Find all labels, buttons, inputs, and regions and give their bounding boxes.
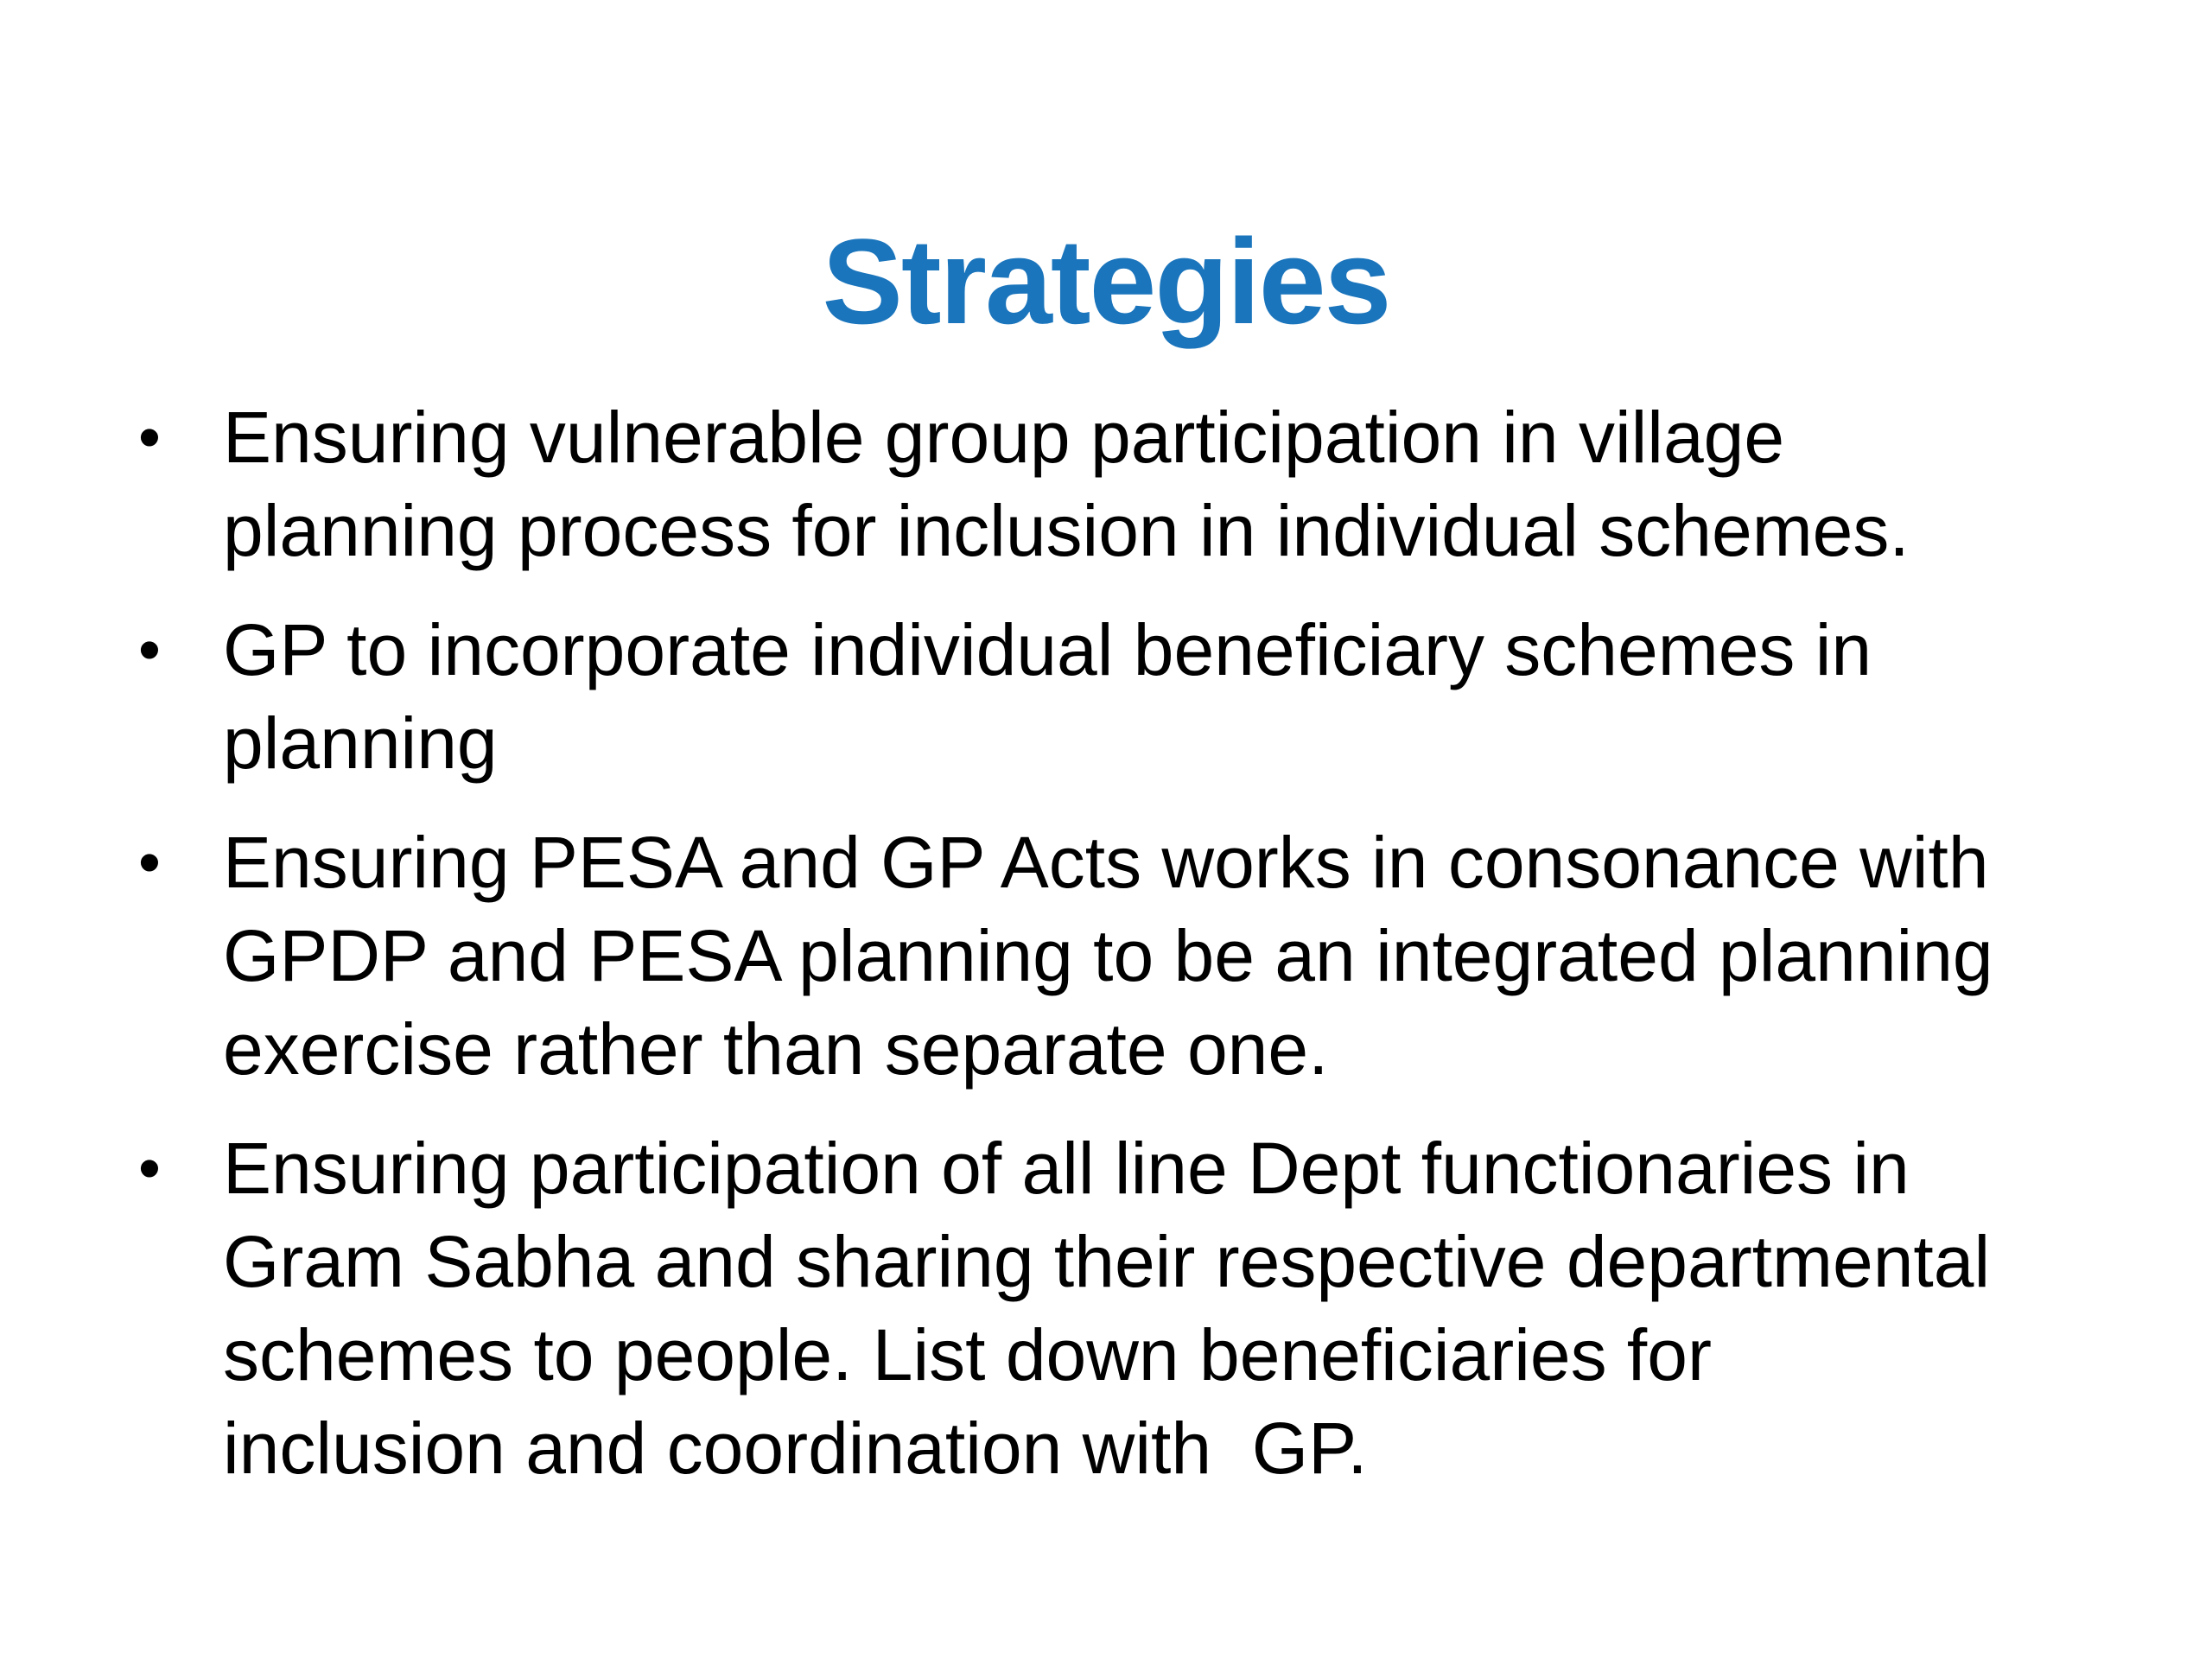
bullet-list bbox=[138, 391, 2152, 1495]
slide-title: Strategies bbox=[822, 213, 1390, 349]
bullet-item-4 bbox=[138, 1122, 2152, 1495]
bullet-marker-icon: • bbox=[138, 826, 161, 898]
bullet-text-3: Ensuring PESA and GP Acts works in consonance with GPDP and PESA planning to be an integrated planning exercise rather than separate one. bbox=[223, 822, 1993, 1090]
bullet-item-3 bbox=[138, 816, 2152, 1096]
bullet-marker-icon: • bbox=[138, 1132, 161, 1204]
bullet-text-2: GP to incorporate individual beneficiary schemes in planning bbox=[223, 609, 1872, 784]
bullet-item-1 bbox=[138, 391, 2152, 577]
bullet-text-1: Ensuring vulnerable group participation in village planning process for inclusion in individual schemes. bbox=[223, 397, 1910, 571]
bullet-marker-icon: • bbox=[138, 401, 161, 473]
bullet-item-2 bbox=[138, 603, 2152, 790]
bullet-text-4: Ensuring participation of all line Dept functionaries in Gram Sabha and sharing their respective departmental schemes to people. List down beneficiaries for inclusion and coordination with GP. bbox=[223, 1128, 1991, 1489]
bullet-marker-icon: • bbox=[138, 613, 161, 685]
